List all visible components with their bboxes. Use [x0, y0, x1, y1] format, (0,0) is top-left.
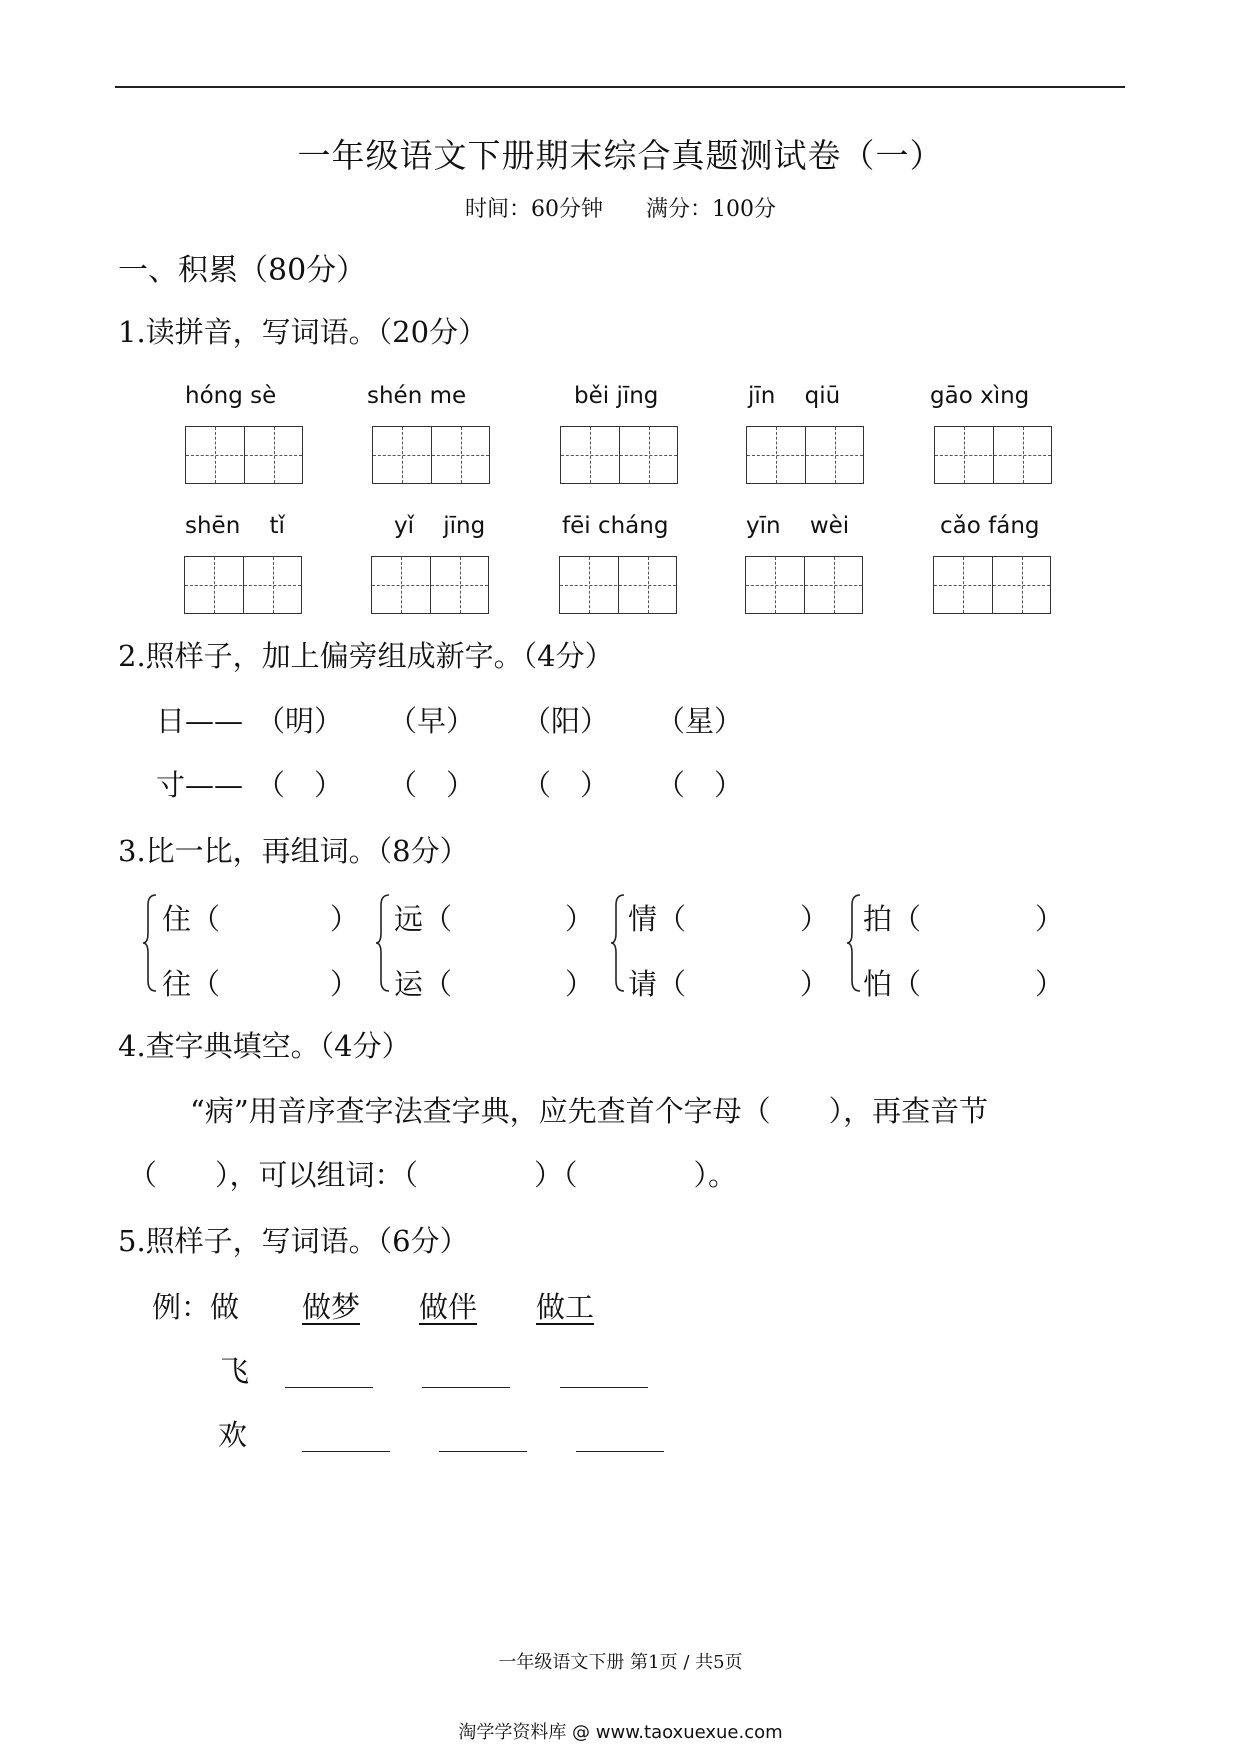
writing-grid[interactable]	[745, 556, 863, 614]
pinyin-label: hóng sè	[185, 383, 277, 409]
compare-char: 往（	[162, 967, 221, 1001]
writing-grid[interactable]	[560, 426, 678, 484]
answer-paren[interactable]: （ ）	[656, 768, 744, 802]
paren-close: ）	[1035, 967, 1065, 1001]
writing-grid[interactable]	[371, 556, 489, 614]
paren-close: ）	[330, 902, 360, 936]
compare-char: 住（	[162, 902, 221, 936]
q3-heading: 3.比一比，再组词。（8分）	[118, 834, 469, 868]
compare-char: 运（	[394, 967, 453, 1001]
paren-close: ）	[1035, 902, 1065, 936]
paren-close: ）	[565, 902, 595, 936]
pinyin-label: fēi cháng	[562, 513, 669, 539]
compare-char: 远（	[394, 902, 453, 936]
paren-close: ）	[330, 967, 360, 1001]
answer-blank[interactable]	[302, 1451, 390, 1452]
writing-grid[interactable]	[185, 426, 303, 484]
example-label: 例：做	[152, 1290, 240, 1324]
prompt-char: 欢	[218, 1418, 248, 1452]
answer-blank[interactable]	[560, 1387, 648, 1388]
compare-char: 请（	[628, 967, 687, 1001]
brace-icon	[375, 893, 391, 993]
answer-paren[interactable]: （ ）	[256, 768, 344, 802]
example-word: 做工	[536, 1290, 595, 1324]
example-word: 做梦	[302, 1290, 361, 1324]
q4-heading: 4.查字典填空。（4分）	[118, 1029, 411, 1063]
page-footer: 一年级语文下册 第1页 / 共5页	[498, 1652, 743, 1673]
answer-blank[interactable]	[439, 1451, 527, 1452]
watermark: 淘学学资料库 @ www.taoxuexue.com	[458, 1722, 783, 1743]
exam-time: 时间：60分钟	[465, 197, 603, 222]
answer-blank[interactable]	[576, 1451, 664, 1452]
pinyin-label: gāo xìng	[930, 383, 1030, 409]
pinyin-label: cǎo fáng	[940, 513, 1040, 539]
writing-grid[interactable]	[559, 556, 677, 614]
q4-line-2: （ ），可以组词：（ ）（ ）。	[128, 1158, 738, 1192]
answer-paren: （早）	[388, 704, 476, 738]
q4-line-1: “病”用音序查字法查字典，应先查首个字母（ ），再查音节	[190, 1094, 989, 1128]
pinyin-label: běi jīng	[574, 383, 659, 409]
brace-icon	[610, 893, 626, 993]
radical-char: 日——	[156, 704, 244, 738]
writing-grid[interactable]	[746, 426, 864, 484]
compare-char: 怕（	[863, 967, 922, 1001]
compare-char: 拍（	[863, 902, 922, 936]
example-word: 做伴	[419, 1290, 478, 1324]
page-title: 一年级语文下册期末综合真题测试卷（一）	[297, 136, 944, 175]
pinyin-label: jīn qiū	[748, 383, 841, 409]
paren-close: ）	[800, 967, 830, 1001]
radical-char: 寸——	[156, 768, 244, 802]
exam-meta	[0, 192, 1241, 223]
writing-grid[interactable]	[372, 426, 490, 484]
paren-close: ）	[800, 902, 830, 936]
section-heading: 一、积累（80分）	[118, 253, 367, 288]
q1-heading: 1.读拼音，写词语。（20分）	[118, 315, 488, 349]
answer-paren: （明）	[256, 704, 344, 738]
q5-heading: 5.照样子，写词语。（6分）	[118, 1224, 469, 1258]
answer-blank[interactable]	[422, 1387, 510, 1388]
pinyin-label: yīn wèi	[746, 513, 850, 539]
exam-score: 满分：100分	[646, 197, 776, 222]
answer-paren: （阳）	[522, 704, 610, 738]
answer-paren[interactable]: （ ）	[522, 768, 610, 802]
answer-paren: （星）	[656, 704, 744, 738]
writing-grid[interactable]	[184, 556, 302, 614]
paren-close: ）	[565, 967, 595, 1001]
pinyin-label: shén me	[367, 383, 467, 409]
brace-icon	[846, 893, 862, 993]
compare-char: 情（	[628, 902, 687, 936]
writing-grid[interactable]	[934, 426, 1052, 484]
prompt-char: 飞	[220, 1354, 250, 1388]
header-rule	[115, 86, 1125, 88]
brace-icon	[142, 893, 158, 993]
answer-blank[interactable]	[285, 1387, 373, 1388]
pinyin-label: yǐ jīng	[394, 513, 486, 539]
answer-paren[interactable]: （ ）	[388, 768, 476, 802]
q2-heading: 2.照样子，加上偏旁组成新字。（4分）	[118, 639, 614, 673]
pinyin-label: shēn tǐ	[185, 513, 285, 539]
writing-grid[interactable]	[933, 556, 1051, 614]
